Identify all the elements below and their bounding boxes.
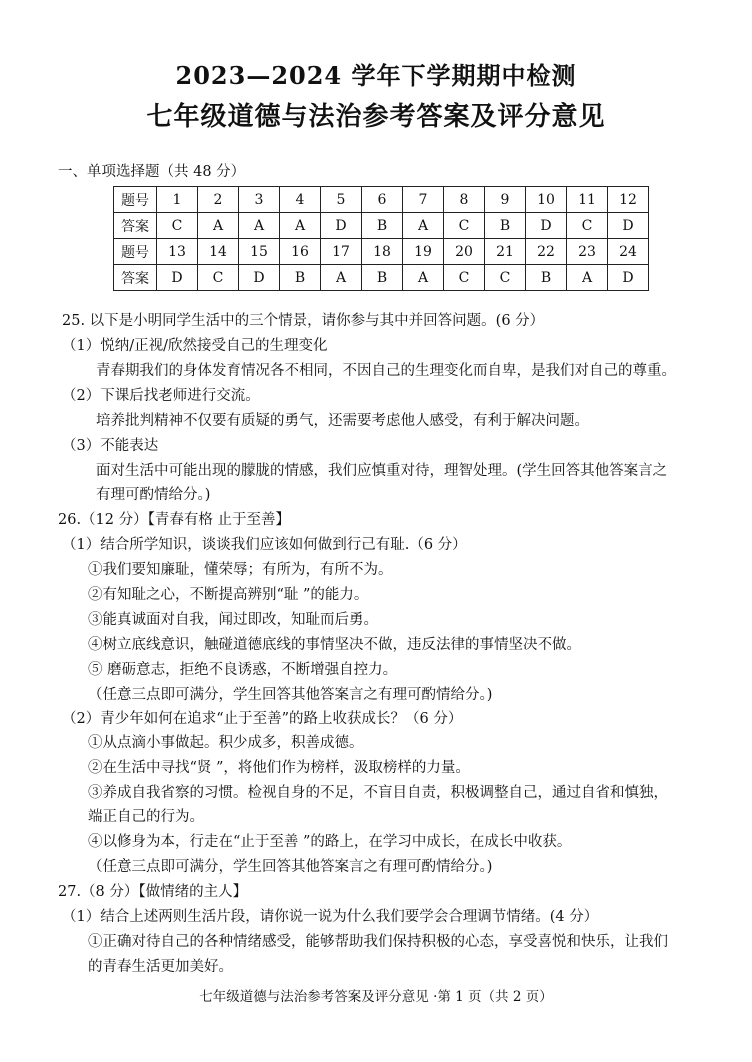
table-row-header: 题号 xyxy=(114,239,157,265)
answer-table xyxy=(113,186,649,291)
text-line: ⑤ 磨砺意志，拒绝不良诱惑，不断增强自控力。 xyxy=(88,662,398,678)
table-cell: A xyxy=(321,265,362,291)
table-cell: 24 xyxy=(608,239,649,265)
table-cell: A xyxy=(239,213,280,239)
table-cell: 2 xyxy=(198,187,239,213)
table-cell: 3 xyxy=(239,187,280,213)
table-cell: 13 xyxy=(157,239,198,265)
table-cell: A xyxy=(280,213,321,239)
text-line: （任意三点即可满分，学生回答其他答案言之有理可酌情给分。) xyxy=(88,687,493,703)
text-line: 25. 以下是小明同学生活中的三个情景，请你参与其中并回答问题。(6 分） xyxy=(62,313,545,329)
table-cell: B xyxy=(485,213,526,239)
table-cell: B xyxy=(526,265,567,291)
text-line: 的青春生活更加美好。 xyxy=(88,959,233,975)
table-cell: 15 xyxy=(239,239,280,265)
table-cell: C xyxy=(444,265,485,291)
table-cell: D xyxy=(157,265,198,291)
text-line: ③能真诚面对自我，闻过即改，知耻而后勇。 xyxy=(88,612,378,628)
text-line: ③养成自我省察的习惯。检视自身的不足，不盲目自责，积极调整自己，通过自省和慎独， xyxy=(88,785,668,801)
text-line: 有理可酌情给分。) xyxy=(96,487,211,503)
text-line: 端正自己的行为。 xyxy=(88,809,204,825)
text-line: ④以修身为本，行走在“止于至善 ”的路上，在学习中成长，在成长中收获。 xyxy=(88,834,572,850)
text-line: ②有知耻之心，不断提高辨别“耻 ”的能力。 xyxy=(88,587,369,603)
table-row-header: 答案 xyxy=(114,265,157,291)
text-line: 青春期我们的身体发育情况各不相同，不因自己的生理变化而自卑，是我们对自己的尊重。 xyxy=(96,363,676,379)
table-cell: A xyxy=(403,265,444,291)
document-subtitle: 七年级道德与法治参考答案及评分意见 xyxy=(146,102,606,132)
table-cell: C xyxy=(198,265,239,291)
table-cell: 6 xyxy=(362,187,403,213)
text-line: 27.（8 分）【做情绪的主人】 xyxy=(58,884,248,900)
table-cell: 11 xyxy=(567,187,608,213)
text-line: （1）结合上述两则生活片段，请你说一说为什么我们要学会合理调节情绪。(4 分） xyxy=(62,909,599,925)
text-line: ①我们要知廉耻，懂荣辱；有所为，有所不为。 xyxy=(88,562,393,578)
table-row xyxy=(114,213,649,239)
text-line: （任意三点即可满分，学生回答其他答案言之有理可酌情给分。) xyxy=(88,859,493,875)
text-line: ①正确对待自己的各种情绪感受，能够帮助我们保持积极的心态，享受喜悦和快乐，让我们 xyxy=(88,934,668,950)
table-cell: 21 xyxy=(485,239,526,265)
table-cell: 12 xyxy=(608,187,649,213)
table-cell: D xyxy=(608,265,649,291)
text-line: （2）下课后找老师进行交流。 xyxy=(62,388,260,404)
table-cell: C xyxy=(157,213,198,239)
table-cell: 16 xyxy=(280,239,321,265)
text-line: （1）悦纳/正视/欣然接受自己的生理变化 xyxy=(62,338,328,354)
table-cell: 5 xyxy=(321,187,362,213)
table-cell: B xyxy=(362,213,403,239)
table-cell: 23 xyxy=(567,239,608,265)
table-row-header: 题号 xyxy=(114,187,157,213)
table-cell: D xyxy=(526,213,567,239)
table-cell: D xyxy=(321,213,362,239)
table-cell: 9 xyxy=(485,187,526,213)
table-cell: C xyxy=(567,213,608,239)
table-cell: 20 xyxy=(444,239,485,265)
table-row-header: 答案 xyxy=(114,213,157,239)
text-line: （1）结合所学知识，谈谈我们应该如何做到行己有耻.（6 分） xyxy=(62,537,467,553)
text-line: ①从点滴小事做起。积少成多，积善成德。 xyxy=(88,735,364,751)
table-cell: 22 xyxy=(526,239,567,265)
table-cell: B xyxy=(280,265,321,291)
table-cell: 8 xyxy=(444,187,485,213)
table-cell: 18 xyxy=(362,239,403,265)
table-cell: A xyxy=(198,213,239,239)
table-cell: A xyxy=(403,213,444,239)
table-cell: C xyxy=(485,265,526,291)
table-cell: 14 xyxy=(198,239,239,265)
text-line: （3）不能表达 xyxy=(62,438,159,454)
text-line: ②在生活中寻找“贤 ”，将他们作为榜样，汲取榜样的力量。 xyxy=(88,760,470,776)
table-cell: 1 xyxy=(157,187,198,213)
table-cell: B xyxy=(362,265,403,291)
text-line: 26.（12 分）【青春有格 止于至善】 xyxy=(58,512,290,528)
table-cell: 4 xyxy=(280,187,321,213)
document-title: 2023—2024 学年下学期期中检测 xyxy=(175,61,577,90)
text-line: 培养批判精神不仅要有质疑的勇气，还需要考虑他人感受，有利于解决问题。 xyxy=(96,413,589,429)
text-line: （2）青少年如何在追求“止于至善”的路上收获成长？（6 分） xyxy=(62,711,463,727)
section-heading-single-choice: 一、单项选择题（共 48 分） xyxy=(58,164,246,180)
table-cell: D xyxy=(608,213,649,239)
table-row xyxy=(114,265,649,291)
table-cell: D xyxy=(239,265,280,291)
page-footer: 七年级道德与法治参考答案及评分意见 ·第 1 页（共 2 页） xyxy=(199,989,553,1005)
table-cell: 17 xyxy=(321,239,362,265)
table-cell: 19 xyxy=(403,239,444,265)
table-row xyxy=(114,239,649,265)
table-row xyxy=(114,187,649,213)
table-cell: 10 xyxy=(526,187,567,213)
table-cell: 7 xyxy=(403,187,444,213)
text-line: 面对生活中可能出现的朦胧的情感，我们应慎重对待，理智处理。(学生回答其他答案言之 xyxy=(96,463,668,479)
table-cell: C xyxy=(444,213,485,239)
table-cell: A xyxy=(567,265,608,291)
text-line: ④树立底线意识，触碰道德底线的事情坚决不做，违反法律的事情坚决不做。 xyxy=(88,637,581,653)
